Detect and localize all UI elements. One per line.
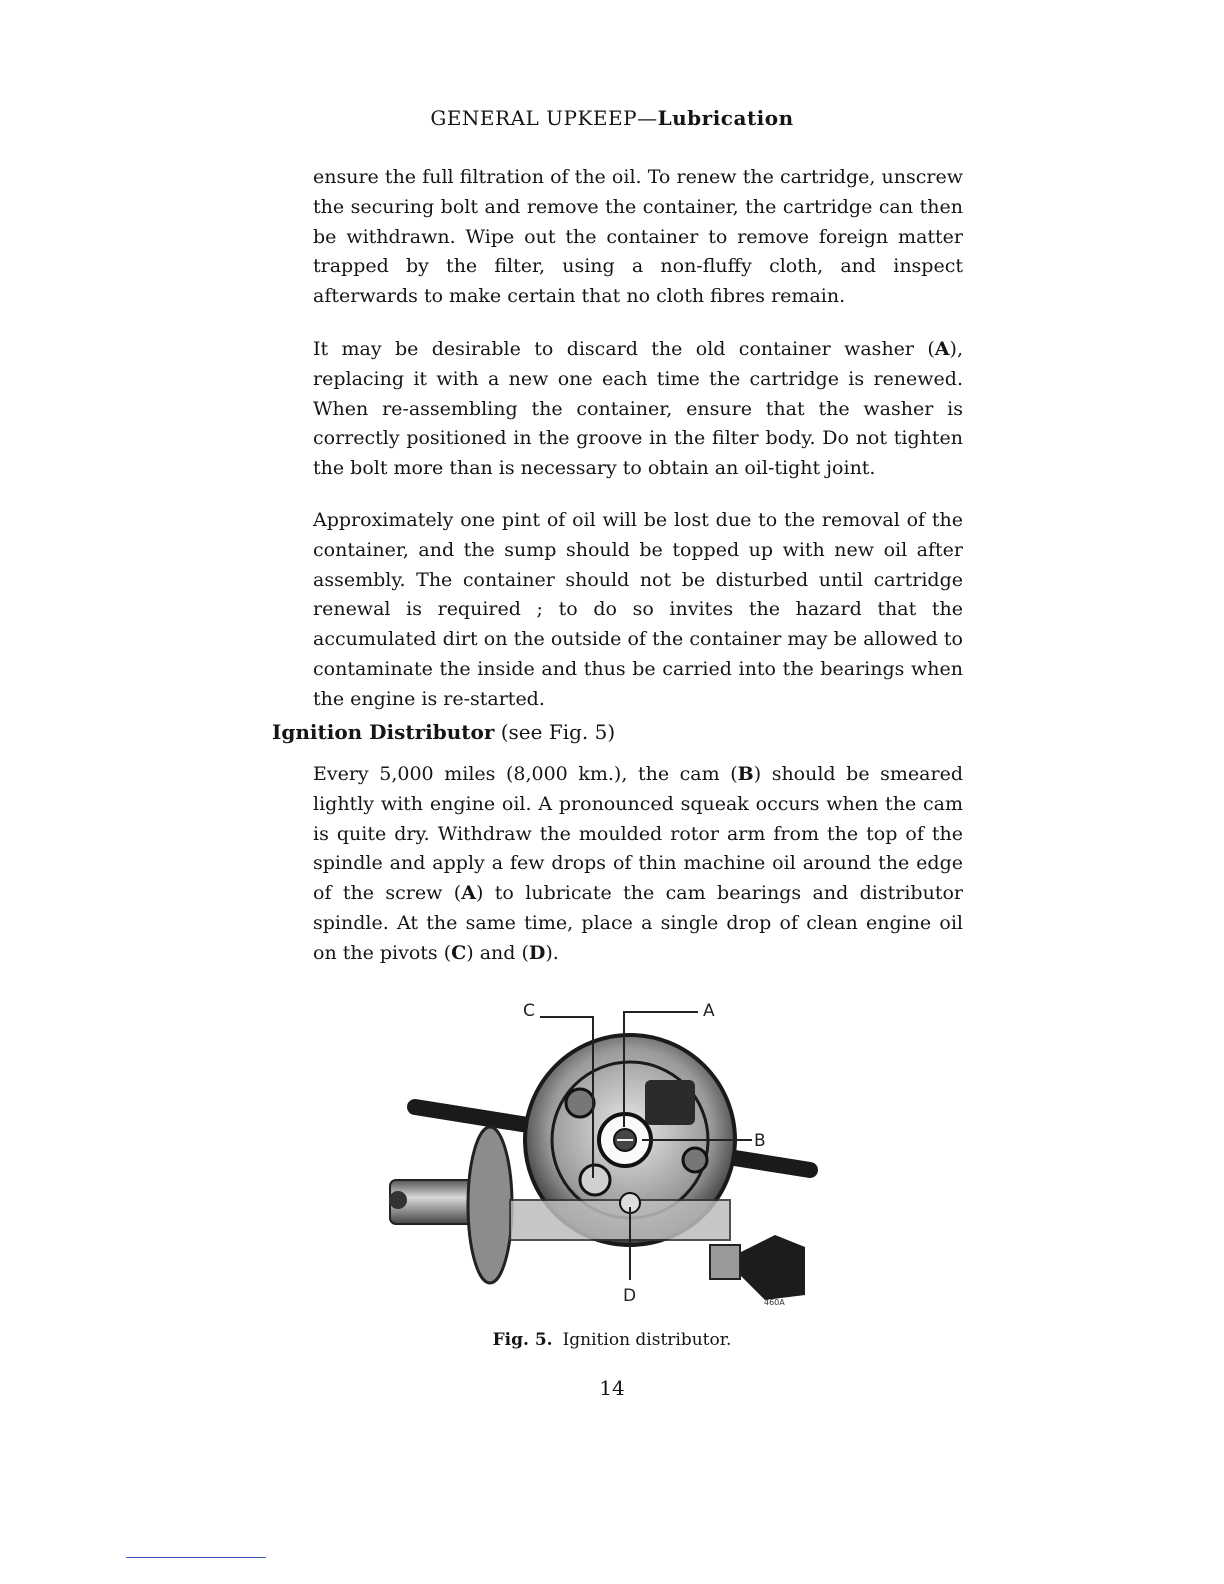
- callout-d: D: [623, 1286, 637, 1306]
- callout-a: A: [703, 1001, 715, 1021]
- figure-label: Fig. 5.: [492, 1330, 553, 1350]
- figure-ref-code: 460A: [764, 1298, 785, 1307]
- running-header: [0, 106, 1224, 130]
- paragraph-filter-renewal: ensure the full filtration of the oil. To renew the cartridge, unscrew the securing bolt and remove the container, the cartridge can then be withdrawn. Wipe out the container to remove foreign matter trapped by the filter, using a non-fluffy cloth, and inspect afterwards to make certain that no cloth fibres remain.: [313, 166, 963, 308]
- footnote-rule: [126, 1557, 266, 1558]
- header-prefix: GENERAL UPKEEP—: [430, 106, 658, 130]
- callout-b: B: [754, 1131, 766, 1151]
- contact-set: [645, 1080, 695, 1125]
- figure-caption: [0, 1330, 1224, 1350]
- section-figure-ref: (see Fig. 5): [494, 720, 616, 744]
- pivot-c: [580, 1165, 610, 1195]
- vacuum-diaphragm: [468, 1127, 512, 1283]
- paragraph-oil-loss: Approximately one pint of oil will be lost due to the removal of the container, and the sump should be topped up with new oil after assembly. The container should not be disturbed until cartridge renewal is required ; to do so invites the hazard that the accumulated dirt on the outside of the container may be allowed to contaminate the inside and thus be carried into the bearings when the engine is re-started.: [313, 509, 963, 710]
- figure-caption-text: Ignition distributor.: [562, 1330, 732, 1350]
- header-section: Lubrication: [657, 106, 794, 130]
- label-a: A: [934, 338, 950, 360]
- vacuum-nut: [389, 1191, 407, 1209]
- paragraph-container-washer: It may be desirable to discard the old container washer (A), replacing it with a new one each time the cartridge is renewed. When re-assembling the container, ensure that the washer is correctly positioned in the groove in the filter body. Do not tighten the bolt more than is necessary to obtain an oil-tight joint.: [313, 338, 963, 480]
- section-title: Ignition Distributor: [272, 720, 495, 744]
- page-number: 14: [599, 1376, 625, 1400]
- section-heading: [272, 720, 615, 744]
- distributor-illustration: [380, 995, 850, 1315]
- paragraph-distributor: Every 5,000 miles (8,000 km.), the cam (B) should be smeared lightly with engine oil. A pronounced squeak occurs when the cam is quite dry. Withdraw the moulded rotor arm from the top of the spindle and apply a few drops of thin machine oil around the edge of the screw (A) to lubricate the cam bearings and distributor spindle. At the same time, place a single drop of clean engine oil on the pivots (C) and (D).: [313, 763, 963, 964]
- callout-c: C: [523, 1001, 535, 1021]
